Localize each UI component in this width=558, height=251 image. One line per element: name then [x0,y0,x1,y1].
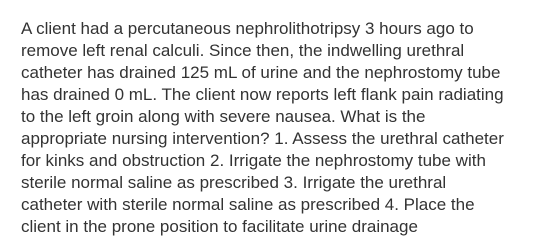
question-text-line: A client had a percutaneous nephrolithotripsy 3 hours ago to [21,19,474,38]
question-text-line: catheter with sterile normal saline as prescribed 4. Place the [21,195,475,214]
question-text-line: to the left groin along with severe nausea. What is the [21,107,426,126]
question-text-line: client in the prone position to facilitate urine drainage [21,217,418,236]
question-text-line: for kinks and obstruction 2. Irrigate the nephrostomy tube with [21,151,486,170]
question-text-line: appropriate nursing intervention? 1. Assess the urethral catheter [21,129,504,148]
question-text-line: catheter has drained 125 mL of urine and the nephrostomy tube [21,63,501,82]
question-text-line: sterile normal saline as prescribed 3. Irrigate the urethral [21,173,447,192]
question-text-line: remove left renal calculi. Since then, the indwelling urethral [21,41,465,60]
question-text-line: has drained 0 mL. The client now reports left flank pain radiating [21,85,504,104]
